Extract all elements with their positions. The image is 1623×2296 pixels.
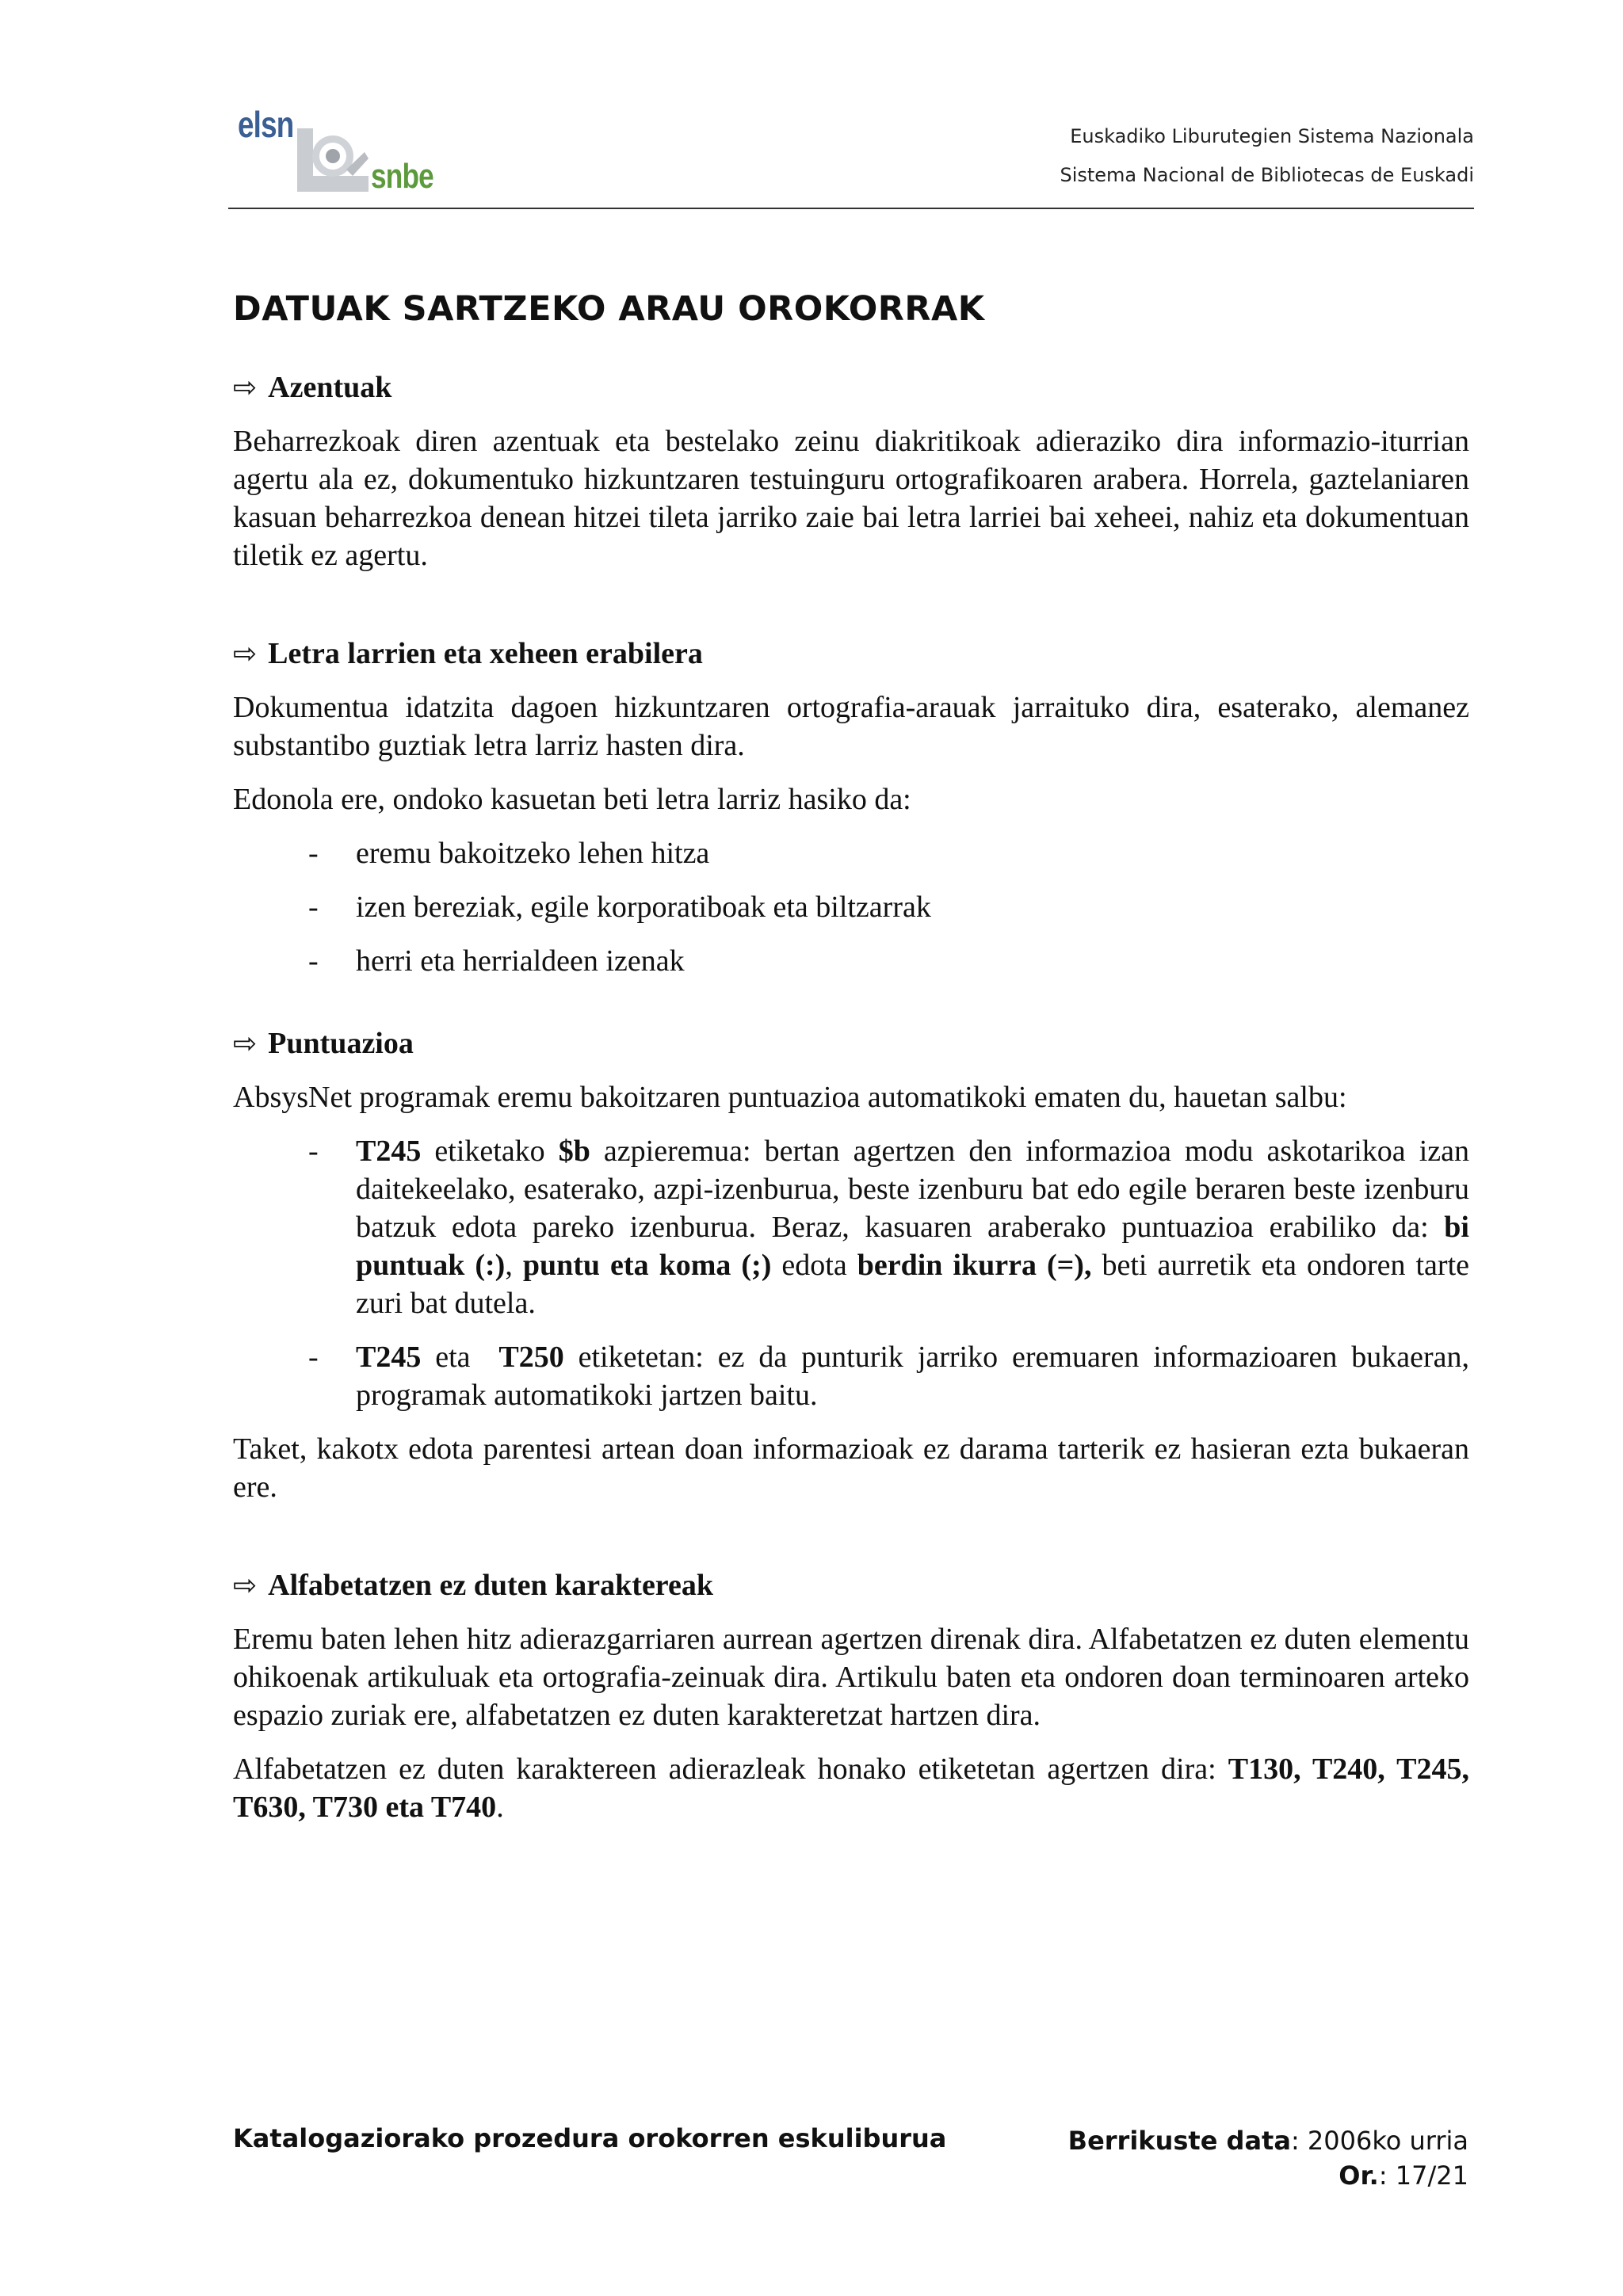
text-run: .	[496, 1791, 504, 1824]
paragraph: Beharrezkoak diren azentuak eta bestelako zeinu diakritikoak adieraziko dira informazio-iturrian agertu ala ez, dokumentuko hizkuntzaren testuinguru ortografikoaren arabera. Horrela, gaztelaniaren kasuan beharrezkoa denean hitzei tileta jarriko zaie bai letra larriei bai xeheei, nahiz eta dokumentuan tiletik ez agertu.	[233, 425, 1469, 572]
revision-date-value: 2006ko urria	[1307, 2126, 1468, 2156]
page-number-value: 17/21	[1395, 2161, 1468, 2191]
section-heading-letrak	[233, 636, 1469, 671]
tag-list: T130, T240, T245, T630, T730 eta T740	[233, 1753, 1469, 1824]
section-heading-alfabetatzen	[233, 1568, 1469, 1603]
tag-code: T245	[356, 1341, 422, 1374]
page-number-label: Or.	[1338, 2161, 1379, 2191]
text-run: edota	[771, 1249, 857, 1282]
logo-elsn-text: elsn	[238, 104, 294, 145]
org-name-spanish: Sistema Nacional de Bibliotecas de Euskadi	[1060, 164, 1474, 186]
right-arrow-icon: ⇨	[233, 637, 258, 670]
section-heading-label: Letra larrien eta xeheen erabilera	[268, 637, 703, 670]
list-dash: -	[308, 1135, 319, 1168]
elsn-snbe-logo	[230, 103, 436, 202]
text-run: eta	[421, 1341, 499, 1374]
list-item-text	[356, 1338, 1469, 1414]
separator: :	[1290, 2126, 1308, 2156]
paragraph	[233, 1750, 1469, 1826]
text-run: etiketetan: ez da punturik jarriko eremuaren informazioaren bukaeran, programak automatikoki jartzen baitu.	[356, 1341, 1469, 1412]
punctuation-exceptions-list	[233, 1132, 1469, 1414]
bold-run: berdin ikurra (=),	[857, 1249, 1092, 1282]
section-heading-puntuazioa	[233, 1026, 1469, 1061]
text-run: azpieremua: bertan agertzen den informazioa modu askotarikoa izan daitekeelako, esaterako, azpi-izenburua, beste izenburu bat edo egile beraren beste izenburu batzuk edota pareko izenburua. Beraz, kasuaren araberako puntuazioa erabiliko da:	[356, 1135, 1469, 1244]
revision-date	[1068, 2123, 1468, 2158]
right-arrow-icon: ⇨	[233, 1569, 258, 1602]
list-dash: -	[308, 944, 319, 978]
section-heading-azentuak	[233, 370, 1469, 405]
logo-snbe-text: snbe	[371, 157, 433, 196]
page-title: DATUAK SARTZEKO ARAU OROKORRAK	[233, 289, 985, 329]
org-name-basque: Euskadiko Liburutegien Sistema Nazionala	[1070, 125, 1474, 147]
list-item-text	[356, 1132, 1469, 1322]
paragraph: AbsysNet programak eremu bakoitzaren puntuazioa automatikoki ematen du, hauetan salbu:	[233, 1081, 1347, 1114]
list-item	[233, 888, 1469, 926]
section-heading-label: Azentuak	[268, 371, 392, 404]
right-arrow-icon: ⇨	[233, 1027, 258, 1060]
list-item	[233, 1132, 1469, 1322]
footer-manual-title: Katalogaziorako prozedura orokorren eskuliburua	[233, 2123, 947, 2153]
list-item-text: herri eta herrialdeen izenak	[356, 944, 685, 978]
right-arrow-icon: ⇨	[233, 371, 258, 404]
text-run: beti aurretik eta ondoren tarte zuri bat dutela.	[356, 1249, 1469, 1320]
capitalization-list	[233, 834, 1469, 980]
section-heading-label: Alfabetatzen ez duten karaktereak	[268, 1569, 713, 1602]
document-body	[233, 289, 1469, 1842]
paragraph: Dokumentua idatzita dagoen hizkuntzaren ortografia-arauak jarraituko dira, esaterako, alemanez substantibo guztiak letra larriz hasten dira.	[233, 691, 1469, 762]
list-item	[233, 942, 1469, 980]
paragraph: Edonola ere, ondoko kasuetan beti letra larriz hasiko da:	[233, 783, 911, 816]
tag-code: T245	[356, 1135, 422, 1168]
list-dash: -	[308, 891, 319, 924]
subfield-code: $b	[558, 1135, 590, 1168]
revision-date-label: Berrikuste data	[1067, 2126, 1291, 2156]
footer-meta	[1068, 2123, 1468, 2193]
list-item	[233, 1338, 1469, 1414]
list-dash: -	[308, 837, 319, 870]
text-run: etiketako	[421, 1135, 559, 1168]
separator: :	[1378, 2161, 1396, 2191]
list-dash: -	[308, 1341, 319, 1374]
list-item-text: eremu bakoitzeko lehen hitza	[356, 837, 710, 870]
camera-lens-logo-icon	[289, 120, 376, 200]
header-divider	[228, 208, 1474, 209]
page-number	[1068, 2158, 1468, 2193]
bold-run: puntu eta koma (;)	[522, 1249, 772, 1282]
tag-code: T250	[498, 1341, 564, 1374]
text-run: ,	[505, 1249, 523, 1282]
list-item-text: izen bereziak, egile korporatiboak eta biltzarrak	[356, 891, 931, 924]
paragraph: Eremu baten lehen hitz adierazgarriaren aurrean agertzen direnak dira. Alfabetatzen ez duten elementu ohikoenak artikuluak eta ortografia-zeinuak dira. Artikulu baten eta ondoren doan terminoaren arteko espazio zuriak ere, alfabetatzen ez duten karakteretzat hartzen dira.	[233, 1623, 1469, 1732]
text-run: Alfabetatzen ez duten karaktereen adierazleak honako etiketetan agertzen dira:	[233, 1753, 1228, 1786]
paragraph: Taket, kakotx edota parentesi artean doan informazioak ez darama tarterik ez hasieran ezta bukaeran ere.	[233, 1432, 1469, 1504]
section-heading-label: Puntuazioa	[268, 1027, 414, 1060]
list-item	[233, 834, 1469, 872]
bold-run: bi puntuak (:)	[356, 1211, 1469, 1282]
